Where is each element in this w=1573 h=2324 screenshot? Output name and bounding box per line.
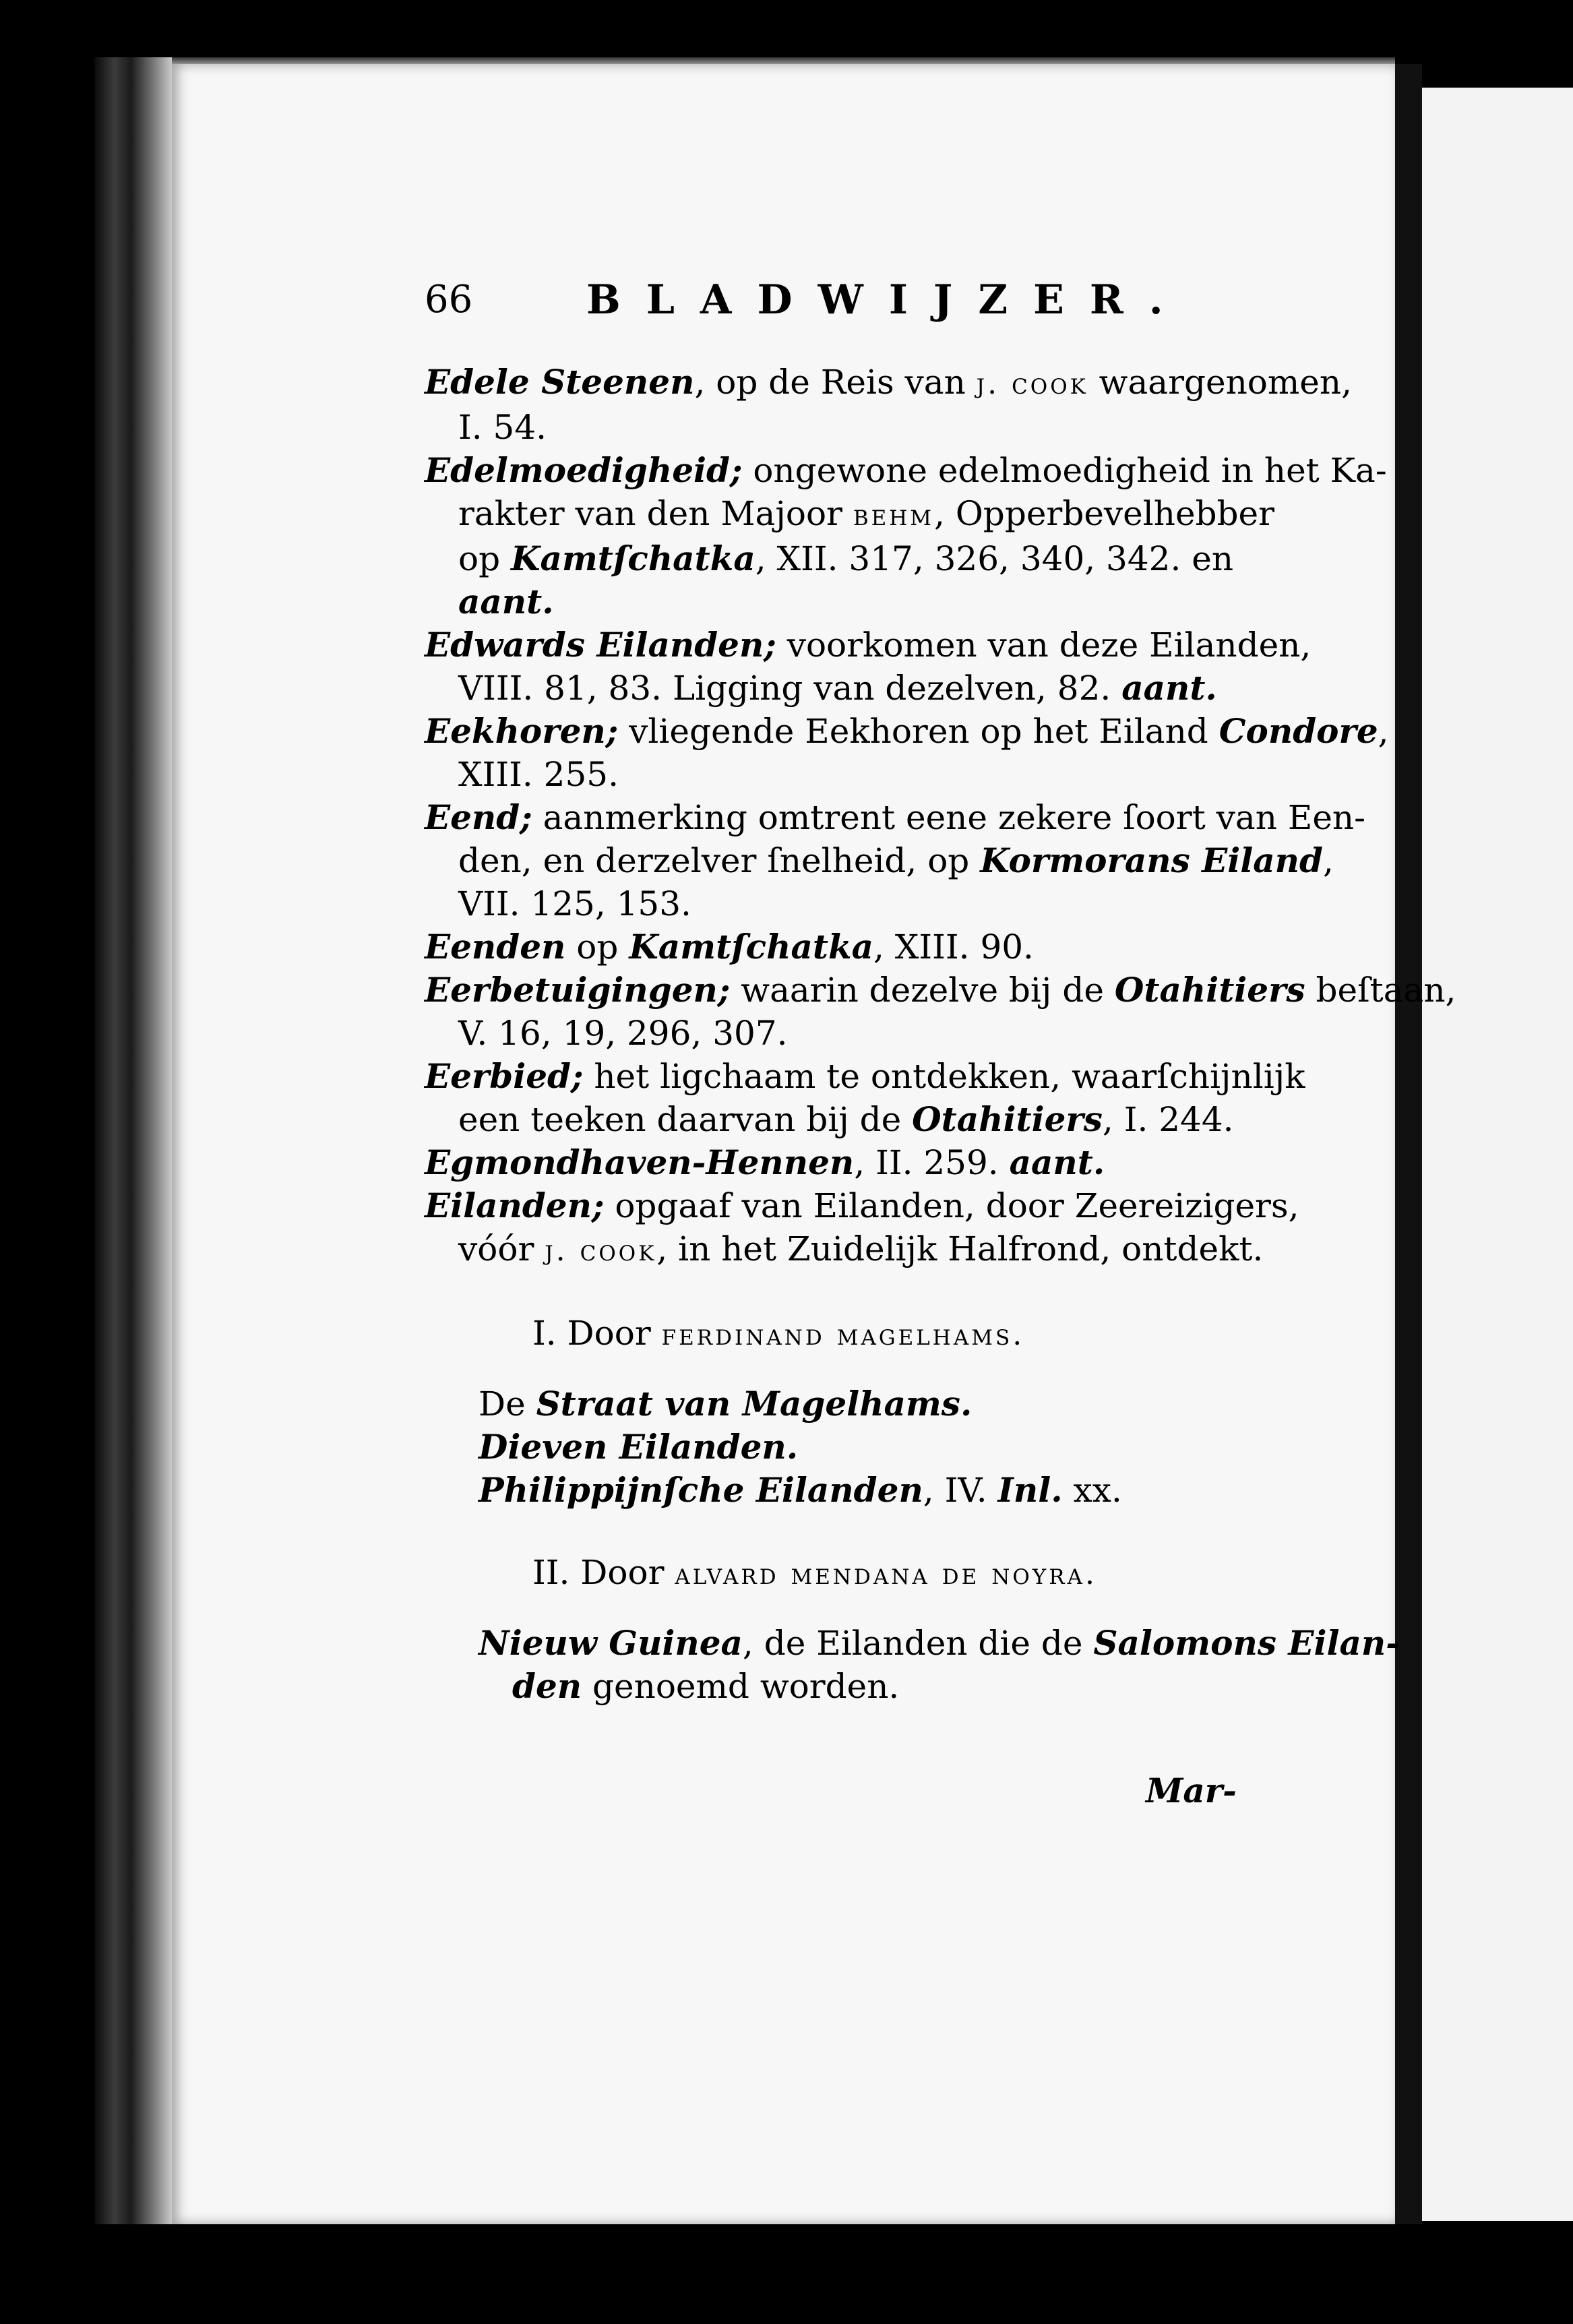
index-entry	[425, 969, 1456, 1055]
text-line	[425, 882, 1233, 925]
text-run: XIII. 255.	[458, 755, 619, 794]
text-line	[425, 449, 1387, 492]
text-run: aanmerking omtrent eene zekere ſoort van Een-	[532, 798, 1366, 837]
italic-term: Salomons Eilan-	[1093, 1623, 1400, 1663]
italic-term: Eerbetuigingen;	[425, 970, 731, 1010]
text-run: , Opperbevelhebber	[934, 494, 1275, 533]
text-line	[479, 1622, 1400, 1665]
italic-term: Eilanden;	[425, 1186, 605, 1225]
text-line	[479, 1469, 1233, 1512]
text-line	[425, 1055, 1305, 1098]
index-body	[425, 361, 1456, 1708]
text-run: het ligchaam te ontdekken, waarſchijnlijk	[583, 1057, 1305, 1096]
text-run: genoemd worden.	[582, 1667, 900, 1706]
italic-term: Egmondhaven-Hennen	[425, 1142, 855, 1182]
text-run: I. Door	[532, 1314, 662, 1353]
text-run: , de Eilanden die de	[742, 1624, 1094, 1663]
text-line	[425, 710, 1389, 753]
italic-term: Otahitiers	[912, 1099, 1103, 1139]
text-run: waargenomen,	[1088, 363, 1352, 402]
section-heading	[425, 1312, 1233, 1357]
text-run: rakter van den Majoor	[458, 494, 853, 533]
italic-term: Condore	[1219, 711, 1378, 751]
small-caps-name: j. cook	[545, 1233, 657, 1268]
italic-term: Philippijnſche Eilanden	[479, 1470, 923, 1510]
text-run: , II. 259.	[854, 1143, 1010, 1182]
text-run: VIII. 81, 83. Ligging van dezelven, 82.	[458, 669, 1122, 708]
text-run: I. 54.	[458, 408, 547, 447]
text-run: De	[479, 1384, 536, 1424]
italic-term: Inl.	[997, 1470, 1063, 1510]
text-line	[425, 623, 1312, 667]
facing-page-edge	[1422, 88, 1573, 2221]
italic-term: den	[512, 1666, 582, 1706]
text-line	[479, 1382, 1233, 1426]
text-run: , XIII. 90.	[873, 927, 1034, 967]
small-caps-name: ferdinand magelhams.	[661, 1318, 1025, 1352]
text-run: op	[458, 539, 512, 578]
text-run: , IV.	[923, 1471, 998, 1510]
index-entry	[425, 361, 1352, 449]
text-line	[425, 361, 1352, 406]
text-line	[479, 1665, 1233, 1708]
text-run: beſtaan,	[1305, 971, 1456, 1010]
text-run: xx.	[1062, 1471, 1122, 1510]
section-list	[425, 1382, 1233, 1512]
text-line	[425, 796, 1366, 839]
section-heading	[425, 1551, 1233, 1596]
index-entry	[425, 925, 1233, 969]
page-number: 66	[425, 278, 473, 322]
running-title: BLADWIJZER.	[586, 276, 1189, 324]
italic-term: aant.	[1121, 668, 1217, 708]
text-run: , op de Reis van	[694, 363, 977, 402]
text-line	[425, 580, 1233, 623]
index-entry	[425, 623, 1312, 710]
text-run: vóór	[458, 1229, 545, 1268]
small-caps-name: behm	[853, 498, 935, 532]
text-run: ,	[1322, 841, 1334, 880]
index-entry	[425, 1141, 1233, 1184]
small-caps-name: alvard mendana de noyra.	[675, 1557, 1097, 1591]
text-line	[425, 925, 1233, 969]
text-line	[425, 1184, 1299, 1227]
index-entry	[425, 796, 1366, 925]
book-spine	[94, 57, 175, 2224]
text-run: op	[565, 927, 629, 967]
text-run: ongewone edelmoedigheid in het Ka-	[742, 451, 1387, 490]
italic-term: Eekhoren;	[425, 711, 619, 751]
text-run: , in het Zuidelijk Halfrond, ontdekt.	[656, 1229, 1264, 1268]
italic-term: aant.	[1009, 1142, 1105, 1182]
page-gutter	[1395, 64, 1422, 2224]
index-entry	[425, 1055, 1305, 1141]
italic-term: Otahitiers	[1114, 970, 1305, 1010]
text-run: , I. 244.	[1102, 1100, 1234, 1139]
text-run: ,	[1378, 712, 1389, 751]
text-run: voorkomen van deze Eilanden,	[776, 625, 1312, 665]
text-line	[479, 1426, 1233, 1469]
italic-term: Eend;	[425, 797, 532, 837]
italic-term: Edwards Eilanden;	[425, 625, 776, 665]
italic-term: Kamtſchatka	[629, 927, 874, 967]
italic-term: Eerbied;	[425, 1056, 584, 1096]
text-run: opgaaf van Eilanden, door Zeereizigers,	[604, 1186, 1299, 1225]
text-run: II. Door	[532, 1553, 675, 1592]
italic-term: Straat van Magelhams.	[536, 1384, 973, 1424]
section-list	[425, 1622, 1400, 1708]
italic-term: Edelmoedigheid;	[425, 450, 743, 490]
text-line	[425, 1141, 1233, 1184]
text-run: vliegende Eekhoren op het Eiland	[618, 712, 1219, 751]
text-line	[425, 1098, 1233, 1141]
text-line	[425, 406, 1233, 449]
text-run: den, en derzelver ſnelheid, op	[458, 841, 981, 880]
italic-term: Kormorans Eiland	[980, 840, 1323, 880]
small-caps-name: j. cook	[976, 367, 1088, 401]
text-line	[425, 537, 1233, 580]
page-header	[425, 276, 1189, 324]
index-entry	[425, 449, 1387, 623]
catchword: Mar-	[1146, 1771, 1237, 1810]
italic-term: Dieven Eilanden.	[479, 1427, 799, 1467]
text-line	[425, 667, 1233, 710]
text-run: waarin dezelve bij de	[730, 971, 1115, 1010]
italic-term: aant.	[458, 582, 554, 621]
text-line	[425, 1012, 1233, 1055]
text-run: V. 16, 19, 296, 307.	[458, 1014, 788, 1053]
italic-term: Nieuw Guinea	[479, 1623, 743, 1663]
text-line	[425, 1227, 1264, 1273]
text-run: , XII. 317, 326, 340, 342. en	[755, 539, 1234, 578]
italic-term: Kamtſchatka	[511, 539, 755, 578]
text-line	[425, 969, 1456, 1012]
italic-term: Eenden	[425, 927, 566, 967]
index-entry	[425, 1184, 1299, 1273]
index-entry	[425, 710, 1389, 796]
italic-term: Edele Steenen	[425, 362, 695, 402]
text-line	[425, 492, 1275, 537]
text-run: VII. 125, 153.	[458, 884, 691, 923]
text-run: een teeken daarvan bij de	[458, 1100, 913, 1139]
text-line	[425, 839, 1334, 882]
text-line	[425, 753, 1233, 796]
